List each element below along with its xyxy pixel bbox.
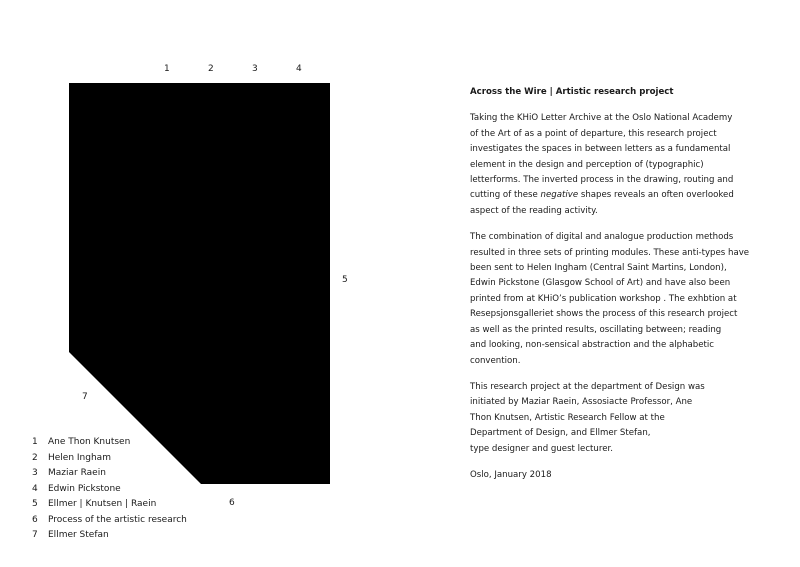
article-title: Across the Wire | Artistic research project [470, 87, 674, 97]
text-line: as well as the printed results, oscillating between; reading [470, 324, 722, 335]
figure-number-7: 7 [82, 392, 88, 402]
date-line: Oslo, January 2018 [470, 469, 552, 480]
text-line: Thon Knutsen, Artistic Research Fellow at the [470, 412, 665, 423]
figure-number-6: 6 [229, 498, 235, 508]
legend-text: Maziar Raein [48, 468, 106, 478]
legend-item [32, 497, 187, 513]
text-line: type designer and guest lecturer. [470, 443, 613, 454]
text-run: cutting of these [470, 190, 541, 201]
text-line: This research project at the department of Design was [470, 381, 705, 392]
legend-number: 2 [32, 452, 38, 463]
paragraph-1 [470, 111, 760, 219]
text-line: Edwin Pickstone (Glasgow School of Art) and have also been [470, 278, 731, 289]
text-line [470, 188, 760, 203]
legend-number: 4 [32, 483, 38, 494]
legend-item [32, 451, 187, 467]
text-line: investigates the spaces in between letters as a fundamental [470, 144, 731, 155]
legend-item [32, 466, 187, 482]
legend-number: 6 [32, 514, 38, 525]
figure-number-4: 4 [296, 64, 302, 74]
figure-number-5: 5 [342, 275, 348, 285]
text-line: resulted in three sets of printing modules. These anti-types have [470, 247, 750, 258]
legend-number: 3 [32, 468, 38, 478]
legend-text: Ane Thon Knutsen [48, 437, 131, 447]
legend-text: Process of the artistic research [48, 514, 187, 525]
text-line: of the Art of as a point of departure, this research project [470, 128, 717, 139]
italic-word: negative [540, 190, 579, 201]
legend-item [32, 435, 187, 451]
figure-number-1: 1 [164, 64, 170, 74]
legend-number: 7 [32, 530, 38, 540]
legend-text: Ellmer Stefan [48, 530, 109, 540]
text-line: convention. [470, 355, 521, 366]
text-line: letterforms. The inverted process in the drawing, routing and [470, 175, 734, 186]
legend-number: 1 [32, 437, 38, 447]
text-line: been sent to Helen Ingham (Central Saint Martins, London), [470, 263, 727, 274]
paragraph-3 [470, 380, 760, 457]
legend-item [32, 528, 187, 544]
text-line: printed from at KHiO’s publication workshop . The exhbtion at [470, 293, 737, 304]
legend-text: Helen Ingham [48, 452, 111, 463]
text-line: Taking the KHiO Letter Archive at the Oslo National Academy [470, 113, 733, 124]
figure-number-2: 2 [208, 64, 214, 74]
legend-number: 5 [32, 499, 38, 509]
legend-text: Ellmer | Knutsen | Raein [48, 499, 157, 509]
text-line: aspect of the reading activity. [470, 205, 598, 216]
paragraph-2 [470, 230, 760, 369]
text-run: shapes reveals an often overlooked [578, 190, 734, 201]
text-line: The combination of digital and analogue production methods [470, 232, 734, 243]
text-line: Department of Design, and Ellmer Stefan, [470, 428, 651, 439]
text-line: element in the design and perception of (typographic) [470, 159, 704, 170]
figure-number-3: 3 [252, 64, 258, 74]
text-line: and looking, non-sensical abstraction and the alphabetic [470, 340, 715, 351]
article [470, 85, 760, 494]
legend-item [32, 513, 187, 529]
legend-item [32, 482, 187, 498]
legend-text: Edwin Pickstone [48, 483, 121, 494]
text-line: initiated by Maziar Raein, Assosiacte Professor, Ane [470, 397, 693, 408]
text-line: Resepsjonsgalleriet shows the process of this research project [470, 309, 738, 320]
legend [32, 435, 187, 544]
